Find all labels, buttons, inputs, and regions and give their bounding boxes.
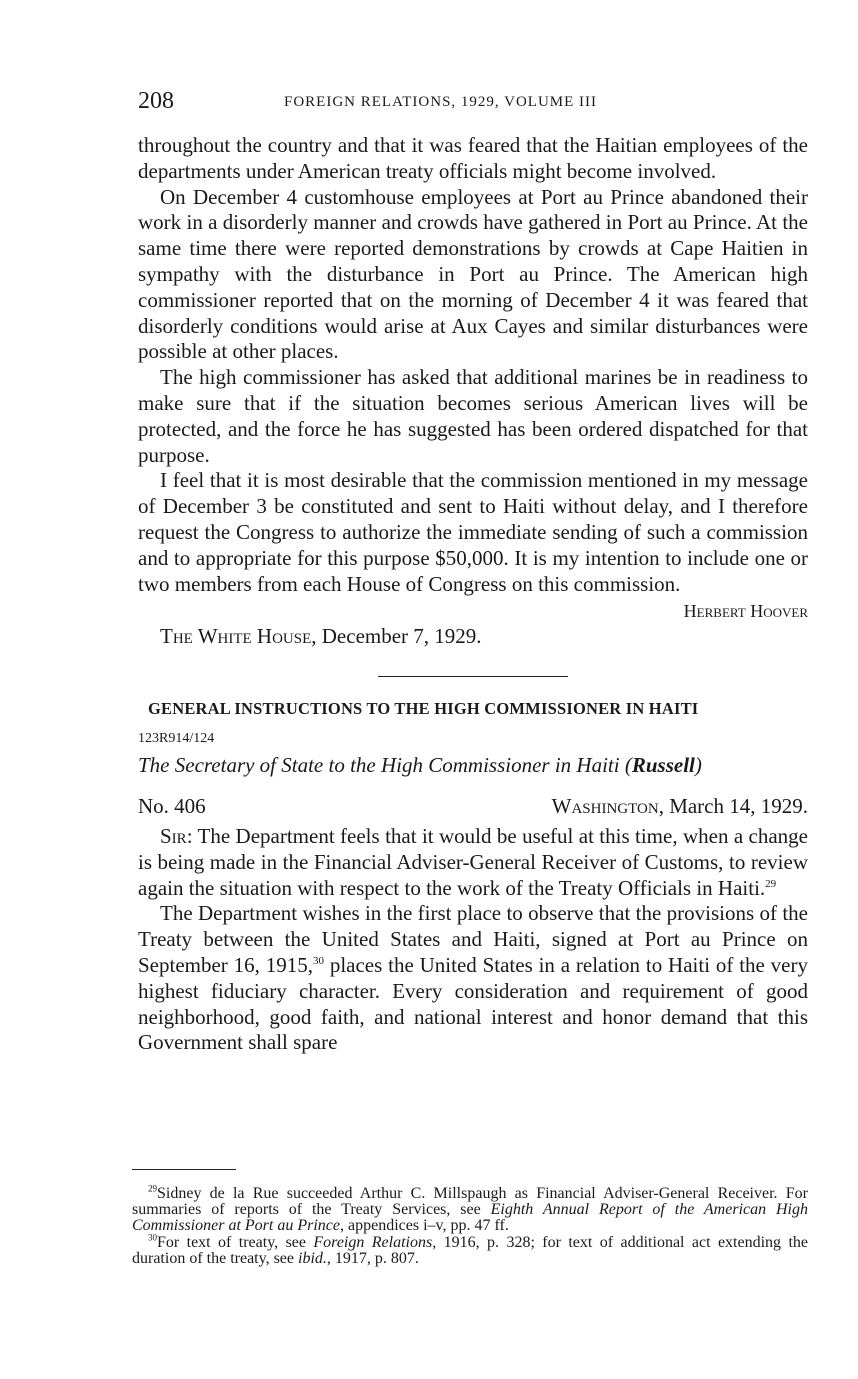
footnote-30-text-c: , 1917, p. 807. [326, 1249, 419, 1267]
footnote-29-italic: Eighth Annual Report of the American High Commissioner at Port au Prince [132, 1201, 808, 1235]
section-heading: GENERAL INSTRUCTIONS TO THE HIGH COMMISSIONER IN HAITI [148, 699, 699, 719]
footnote-30-italic-1: Foreign Relations [313, 1233, 433, 1251]
dateline-place: Washington [551, 794, 659, 819]
page-header [138, 88, 808, 118]
footnote-29 [132, 1183, 808, 1235]
footnote-29-mark: 29 [148, 1183, 157, 1194]
footnote-ref-30: 30 [312, 954, 324, 967]
file-number: 123R914/124 [138, 731, 215, 747]
instruction-paragraph-1 [138, 824, 808, 901]
dateline-date: , March 14, 1929. [658, 794, 808, 819]
running-title: FOREIGN RELATIONS, 1929, VOLUME III [284, 94, 598, 110]
title-author: Russell [631, 753, 695, 778]
footnote-ref-29: 29 [765, 877, 777, 890]
message-paragraph-1: throughout the country and that it was feared that the Haitian employees of the departments under American treaty officials might become involved. [138, 133, 808, 183]
footnotes [132, 1183, 809, 1267]
footnote-30-mark: 30 [148, 1232, 157, 1243]
page-number: 208 [138, 88, 174, 114]
footnote-30-text-b: , 1916, p. 328; for text of additional act extending the duration of the treaty, see [132, 1233, 809, 1267]
footnote-30-text-a: For text of treaty, see [157, 1233, 314, 1251]
message-paragraph-2: On December 4 customhouse employees at Port au Prince abandoned their work in a disorderly manner and crowds have gathered in Port au Prince. At the same time there were reported demonstrations by crowds at Cape Haitien in sympathy with the disturbance in Port au Prince. The American high commissioner reported that on the morning of December 4 it was feared that disorderly conditions would arise at Aux Cayes and similar disturbances were possible at other places. [138, 184, 808, 364]
instruction-text-1: : The Department feels that it would be useful at this time, when a change is being made in the Financial Adviser-General Receiver of Customs, to review again the situation with respect to the work of the Treaty Officials in Haiti. [138, 823, 808, 900]
instruction-text-2a: The Department wishes in the first place to observe that the provisions of the Treaty between the United States and Haiti, signed at Port au Prince on September 16, 1915, [138, 901, 808, 977]
title-text: The Secretary of State to the High Commissioner in Haiti ( [138, 753, 632, 778]
place-date: , December 7, 1929. [311, 624, 482, 649]
page-body [138, 133, 808, 1056]
place-name: The White House [160, 624, 312, 649]
message-paragraph-4: I feel that it is most desirable that the commission mentioned in my message of December 3 be constituted and sent to Haiti without delay, and I therefore request the Congress to authorize the immediate sending of such a commission and to appropriate for this purpose $50,000. It is my intention to include one or two members from each House of Congress on this commission. [138, 468, 808, 596]
instruction-paragraph-2 [138, 901, 808, 1056]
footnote-30 [132, 1232, 809, 1267]
message-paragraph-3: The high commissioner has asked that additional marines be in readiness to make sure that if the situation becomes serious American lives will be protected, and the force he has suggested has been ordered dispatched for that purpose. [138, 365, 808, 467]
place-date-line [160, 624, 808, 650]
salutation: Sir [160, 823, 187, 848]
signature: Herbert Hoover [683, 601, 808, 622]
footnote-29-text-a: Sidney de la Rue succeeded Arthur C. Millspaugh as Financial Adviser-General Receiver. For summaries of reports of the Treaty Services, see [132, 1185, 808, 1219]
document-title [138, 753, 808, 778]
number-dateline [138, 794, 808, 820]
title-close: ) [694, 753, 702, 778]
dateline [552, 794, 808, 820]
instruction-text-2b: places the United States in a relation to Haiti of the very highest fiduciary character. Every consideration and requirement of good neighborhood, good faith, and national interest and honor demand that this Government shall spare [138, 952, 808, 1055]
footnote-29-text-b: , appendices i–v, pp. 47 ff. [340, 1217, 509, 1235]
section-divider [378, 676, 568, 677]
footnote-rule [132, 1169, 236, 1170]
footnote-30-italic-2: ibid. [298, 1249, 327, 1267]
document-number: No. 406 [138, 794, 206, 819]
